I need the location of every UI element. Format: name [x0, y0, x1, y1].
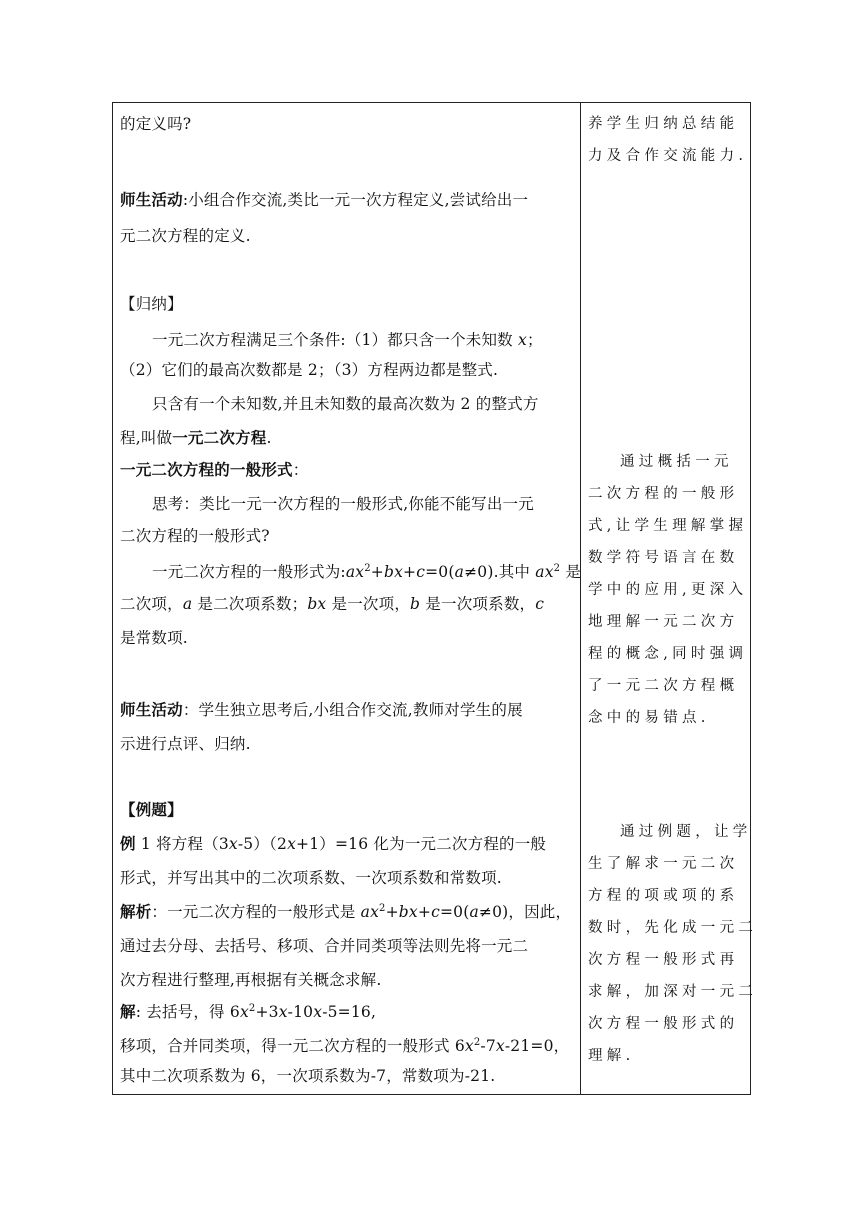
defined-term: 一元二次方程: [172, 428, 267, 447]
conditions-line-1: 一元二次方程满足三个条件:（1）都只含一个未知数 x；: [152, 331, 543, 349]
intent-2-line-1: 通过概括一元: [620, 454, 733, 470]
intent-2-line-9: 念中的易错点.: [588, 710, 710, 726]
think-line-2: 二次方程的一般形式?: [120, 527, 270, 545]
question-tail: 的定义吗?: [120, 115, 192, 133]
intent-3-line-8: 理解.: [588, 1048, 635, 1064]
solution-line-2: 移项，合并同类项，得一元二次方程的一般形式 $6x^2-7x-21=0$，: [120, 1036, 570, 1055]
intent-2-line-6: 地理解一元二次方: [588, 614, 739, 630]
intent-3-line-5: 次方程一般形式再: [588, 952, 739, 968]
intent-2-line-7: 程的概念,同时强调: [588, 646, 748, 662]
example-heading: 【例题】: [120, 800, 183, 819]
intent-3-line-6: 求解，加深对一元二: [588, 984, 758, 1000]
intent-3-line-4: 数时，先化成一元二: [588, 920, 758, 936]
intent-3-line-7: 次方程一般形式的: [588, 1016, 739, 1032]
intent-1-line-1: 养学生归纳总结能: [588, 116, 739, 132]
intent-2-line-3: 式,让学生理解掌握: [588, 518, 748, 534]
activity-1-cont: 元二次方程的定义.: [120, 227, 251, 245]
activity-2-cont: 示进行点评、归纳.: [120, 735, 251, 753]
analysis-line-3: 次方程进行整理,再根据有关概念求解.: [120, 971, 382, 989]
general-form-line-2: 二次项，a 是二次项系数；bx 是一次项，b 是一次项系数，c: [120, 595, 545, 613]
definition-line-2: 程,叫做一元二次方程.: [120, 428, 272, 447]
activity-2-label: 师生活动: [120, 700, 183, 719]
activity-1-label: 师生活动: [120, 190, 183, 209]
example-line-2: 形式，并写出其中的二次项系数、一次项系数和常数项.: [120, 869, 502, 887]
intent-2-line-2: 二次方程的一般形: [588, 486, 739, 502]
analysis-line-1: 解析：一元二次方程的一般形式是 $ax^2+bx+c=0(a\ne 0)$，因此，: [120, 902, 572, 921]
conditions-line-2: （2）它们的最高次数都是 2；（3）方程两边都是整式.: [120, 361, 499, 379]
intent-1-line-2: 力及合作交流能力.: [588, 148, 748, 164]
solution-line-1: 解: 去括号，得 $6x^2+3x-10x-5=16$,: [120, 1002, 377, 1021]
example-line-1: 例 1 将方程（3x-5）（2x+1）=16 化为一元二次方程的一般: [120, 834, 547, 853]
general-form-heading: 一元二次方程的一般形式：: [120, 460, 309, 479]
definition-line-1: 只含有一个未知数,并且未知数的最高次数为 2 的整式方: [152, 395, 539, 413]
analysis-line-2: 通过去分母、去括号、移项、合并同类项等法则先将一元二: [120, 937, 529, 955]
intent-3-line-1: 通过例题，让学: [620, 824, 752, 840]
intent-2-line-5: 学中的应用,更深入: [588, 582, 748, 598]
solution-line-3: 其中二次项系数为 6，一次项系数为-7，常数项为-21.: [120, 1067, 496, 1085]
intent-2-line-4: 数学符号语言在数: [588, 550, 739, 566]
intent-3-line-3: 方程的项或项的系: [588, 888, 739, 904]
intent-2-line-8: 了一元二次方程概: [588, 678, 739, 694]
column-divider: [580, 102, 581, 1095]
general-form-line-1: 一元二次方程的一般形式为$:ax^2+bx+c=0(a\ne 0)$.其中 $ax^2$ 是: [152, 562, 582, 581]
summary-heading: 【归纳】: [120, 295, 183, 313]
think-line-1: 思考：类比一元一次方程的一般形式,你能不能写出一元: [152, 495, 534, 513]
activity-1: 师生活动:小组合作交流,类比一元一次方程定义,尝试给出一: [120, 190, 529, 209]
intent-3-line-2: 生了解求一元二次: [588, 856, 739, 872]
activity-2: 师生活动：学生独立思考后,小组合作交流,教师对学生的展: [120, 700, 523, 719]
general-form-line-3: 是常数项.: [120, 629, 188, 647]
